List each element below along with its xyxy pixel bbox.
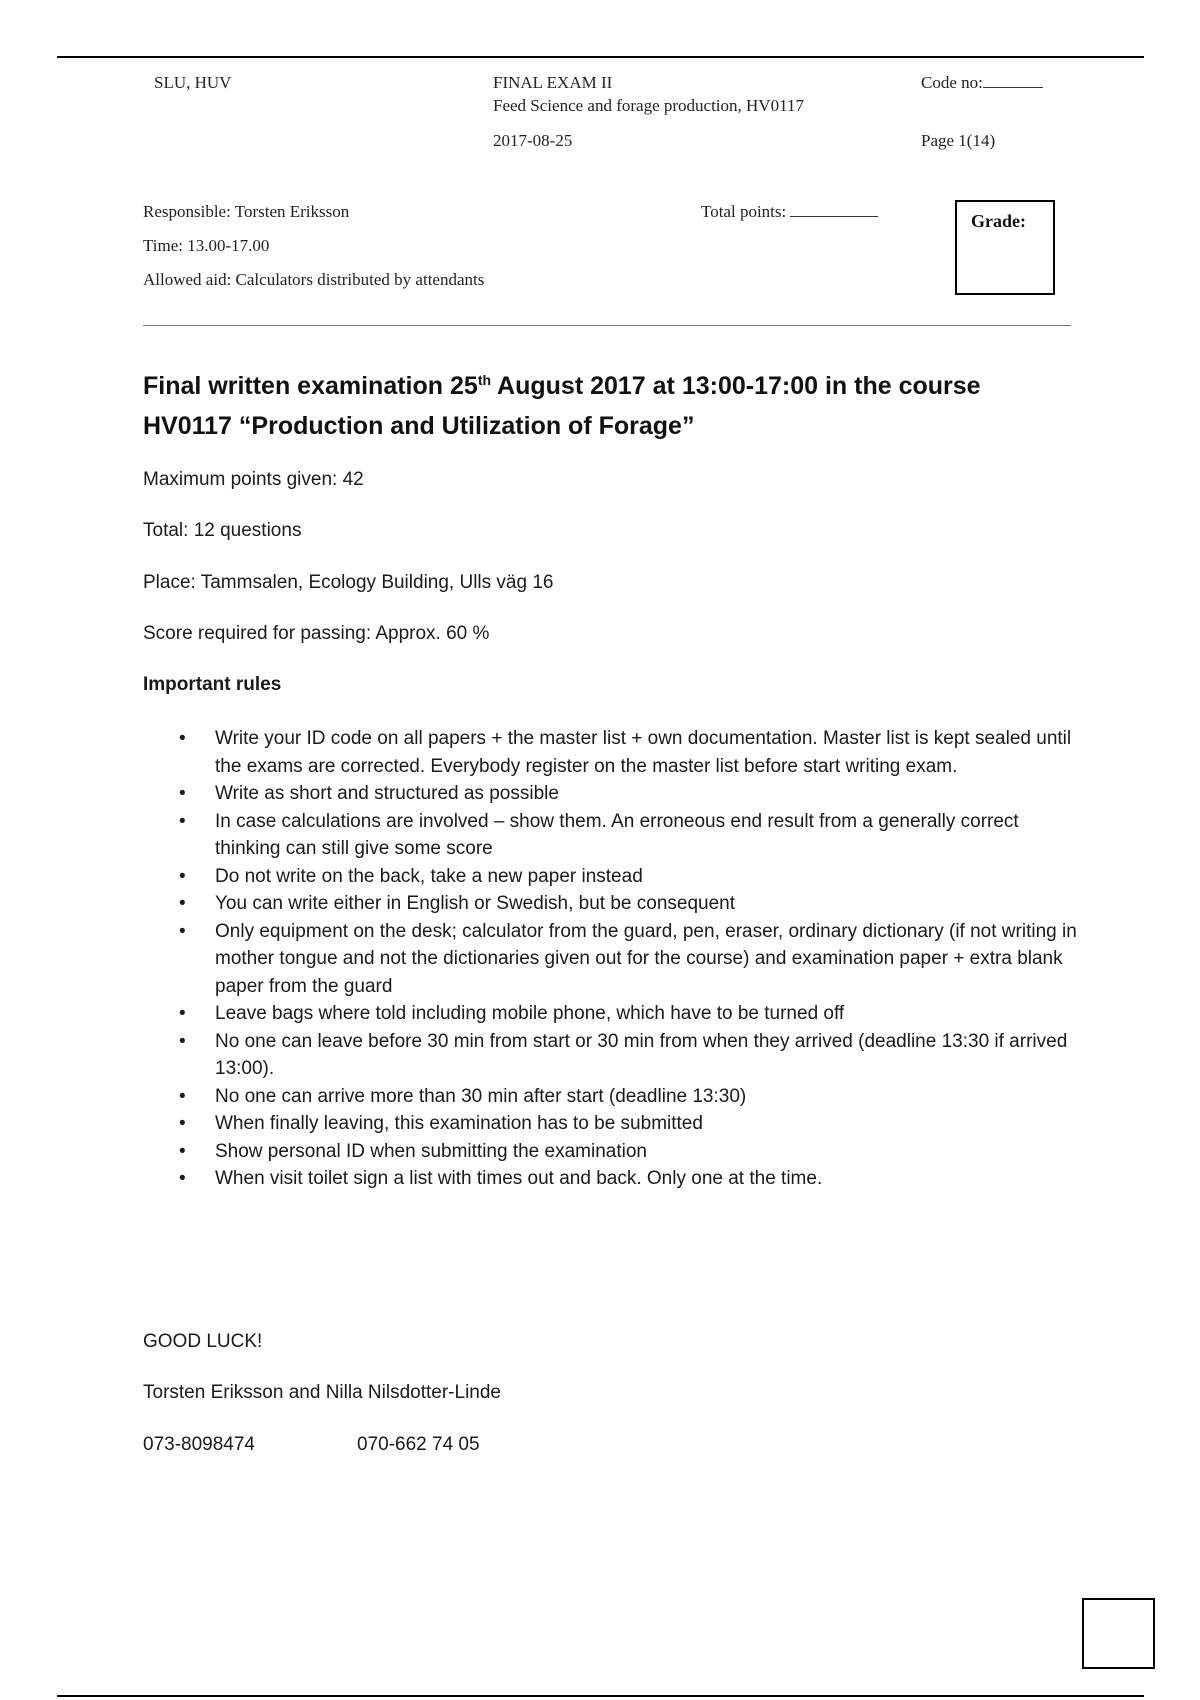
bullet-icon: • (179, 1140, 186, 1162)
bottom-rule (57, 1695, 1144, 1697)
bullet-icon: • (179, 920, 186, 942)
time-line: Time: 13.00-17.00 (143, 236, 270, 255)
total-questions-line: Total: 12 questions (143, 520, 302, 541)
header-divider (143, 325, 1071, 326)
list-item: • Leave bags where told including mobile phone, which have to be turned off (143, 1000, 1083, 1028)
place-line: Place: Tammsalen, Ecology Building, Ulls väg 16 (143, 572, 554, 593)
code-number-blank[interactable] (983, 73, 1043, 88)
corner-box[interactable] (1082, 1598, 1155, 1669)
exam-date: 2017-08-25 (493, 131, 573, 150)
exam-title: FINAL EXAM II (493, 73, 613, 92)
list-item: • Write your ID code on all papers + the master list + own documentation. Master list is kept sealed until the exams are corrected. Everybody register on the master list before start writing exam. (143, 725, 1083, 780)
allowed-aid-line: Allowed aid: Calculators distributed by attendants (143, 270, 485, 289)
rules-list (143, 725, 1083, 1193)
list-item: • Only equipment on the desk; calculator from the guard, pen, eraser, ordinary dictionary (if not writing in mother tongue and not the dictionaries given out for the course) and examination paper + extra blank paper from the guard (143, 918, 1083, 1001)
responsible-line: Responsible: Torsten Eriksson (143, 202, 350, 221)
page-indicator: Page 1(14) (921, 131, 996, 150)
list-item: • You can write either in English or Swedish, but be consequent (143, 890, 1083, 918)
list-item: • In case calculations are involved – show them. An erroneous end result from a generally correct thinking can still give some score (143, 808, 1083, 863)
exam-heading-line2: HV0117 “Production and Utilization of Forage” (143, 412, 695, 440)
rules-heading: Important rules (143, 674, 282, 695)
bullet-icon: • (179, 1168, 186, 1189)
bullet-icon: • (179, 1030, 186, 1052)
list-item: • When finally leaving, this examination has to be submitted (143, 1110, 1083, 1138)
total-points-label: Total points: (701, 202, 787, 221)
list-item: • No one can arrive more than 30 min after start (deadline 13:30) (143, 1083, 1083, 1111)
course-line: Feed Science and forage production, HV0117 (493, 96, 804, 115)
code-number-field (921, 72, 1043, 94)
total-points-field (701, 201, 878, 223)
top-rule (57, 56, 1144, 58)
list-item: • Do not write on the back, take a new paper instead (143, 863, 1083, 891)
phone-number-2: 070-662 74 05 (357, 1434, 480, 1455)
bullet-icon: • (179, 783, 186, 804)
ordinal-suffix: th (477, 372, 492, 388)
grade-box[interactable] (955, 200, 1055, 295)
passing-score-line: Score required for passing: Approx. 60 % (143, 623, 490, 644)
list-item: • No one can leave before 30 min from start or 30 min from when they arrived (deadline 13:30 if arrived 13:00). (143, 1028, 1083, 1083)
max-points-line: Maximum points given: 42 (143, 469, 364, 490)
bullet-icon: • (179, 1113, 186, 1134)
bullet-icon: • (179, 1003, 186, 1024)
bullet-icon: • (179, 865, 186, 887)
code-number-label: Code no: (921, 73, 983, 92)
institution-label: SLU, HUV (154, 73, 232, 92)
grade-label: Grade: (971, 211, 1026, 231)
total-points-blank[interactable] (790, 202, 878, 217)
bullet-icon: • (179, 893, 186, 914)
list-item: • When visit toilet sign a list with times out and back. Only one at the time. (143, 1165, 1083, 1193)
list-item: • Write as short and structured as possible (143, 780, 1083, 808)
bullet-icon: • (179, 728, 186, 749)
bullet-icon: • (179, 1085, 186, 1107)
list-item: • Show personal ID when submitting the examination (143, 1138, 1083, 1166)
signatories: Torsten Eriksson and Nilla Nilsdotter-Linde (143, 1382, 501, 1403)
phone-number-1: 073-8098474 (143, 1434, 255, 1455)
bullet-icon: • (179, 810, 186, 832)
exam-heading (143, 366, 1083, 446)
exam-heading-line1: Final written examination 25th August 2017 at 13:00-17:00 in the course (143, 372, 981, 400)
good-luck: GOOD LUCK! (143, 1331, 263, 1352)
